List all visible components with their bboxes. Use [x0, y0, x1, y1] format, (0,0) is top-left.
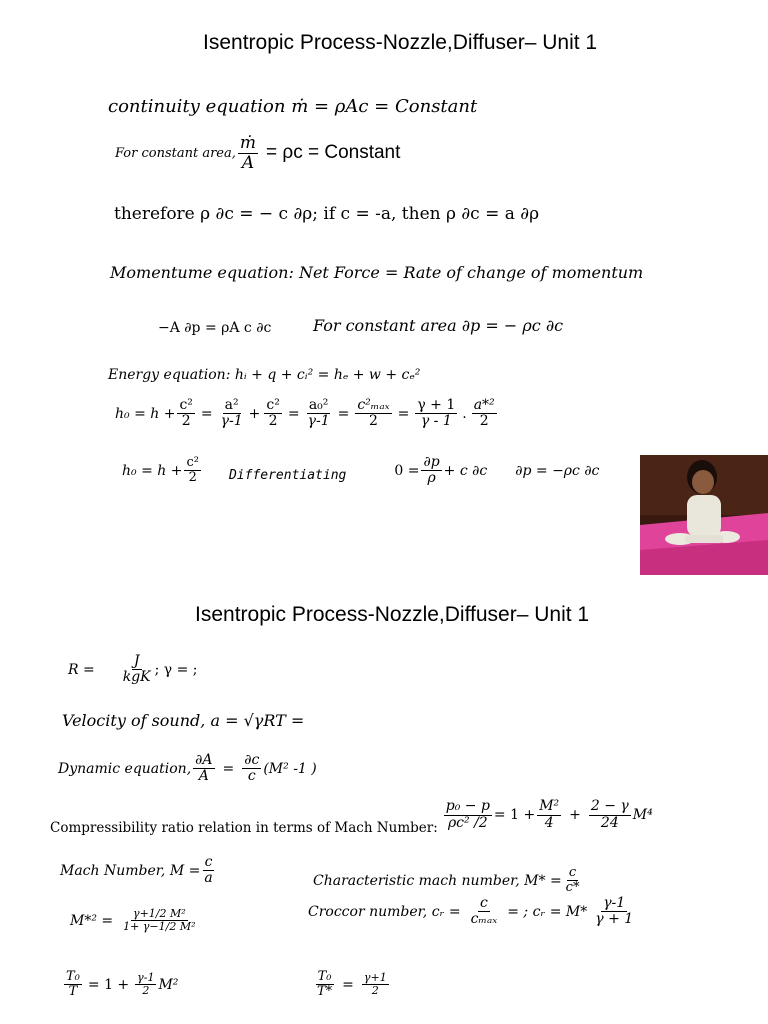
continuity-equation: continuity equation ṁ = ρAc = Constant [108, 96, 478, 117]
dynamic-tail: (M² -1 ) [263, 760, 317, 777]
denominator: γ - 1 [420, 413, 452, 430]
denominator: 2 [479, 413, 489, 430]
denominator: γ-1 [307, 413, 330, 430]
numerator: M² [539, 798, 560, 815]
numerator: a² [224, 397, 239, 413]
compressibility-fraction [444, 799, 492, 831]
stagnation-enthalpy-chain: h₀ = h + $\frac{\text{c²}}{2}$ = $\frac{\text{a²}}{\gamma-1}$ + $\frac{\text{c²}}{2}$ = $\frac{\text{a₀²}}{\gamma-1}$ = $\frac{\text{c²ₘₐₓ}}{2}$ = $\frac{\gamma + 1}{\gamma - 1}$ . $\frac{\text{a*²}}{2}$ [115, 397, 495, 430]
energy-equation: Energy equation: hᵢ + q + cᵢ² = hₑ + w + cₑ² [108, 367, 421, 383]
denominator: 1+ γ−1/2 M² [123, 920, 196, 934]
slide1-title: Isentropic Process-Nozzle,Diffuser– Unit 1 [203, 31, 598, 54]
therefore-equation: therefore ρ ∂c = − c ∂ρ; if c = -a, then ρ ∂c = a ∂ρ [114, 204, 540, 224]
t0-over-t [64, 970, 82, 1000]
numerator: a₀² [308, 397, 329, 413]
cmax2-over-2 [355, 398, 391, 430]
dp-over-rho [421, 455, 441, 487]
c2-over-2b [264, 398, 281, 430]
comp-rhs: = 1 + [493, 807, 536, 823]
t0s-eq: = [342, 976, 354, 993]
denominator: 24 [600, 814, 619, 831]
m2-over-4 [537, 799, 561, 831]
compressibility-row: Compressibility ratio relation in terms of Mach Number: $\frac{\text{p₀ − p}}{\text{ρc² /2}}$ = 1 + $\frac{\text{M²}}{4}$ + $\frac{2 - \gamma}{24}$ M⁴ [50, 798, 653, 836]
c2-over-2 [177, 398, 194, 430]
gm1-over-gp1 [593, 896, 635, 928]
mach-label: Mach Number, M = [60, 862, 201, 879]
c-over-cmax [469, 896, 500, 928]
gp1-over-gm1 [415, 398, 457, 430]
croccor-row [308, 896, 637, 928]
h0-lhs-2: h₀ = h + [122, 462, 183, 479]
denominator: 2 [369, 413, 378, 430]
fraction-numerator: ṁ [239, 133, 257, 153]
numerator: c² [179, 397, 193, 413]
numerator: γ-1 [603, 895, 626, 911]
differentiating-label: Differentiating [228, 468, 347, 484]
fraction-denominator: A [241, 152, 255, 173]
denominator: A [198, 768, 209, 785]
mdot-over-a-fraction [238, 134, 258, 172]
numerator: γ+1/2 M² [133, 907, 186, 920]
denominator: 2 [371, 984, 379, 998]
astar2-over-2 [472, 398, 497, 430]
numerator: c² [266, 397, 280, 413]
constant-area-rhs: = ρc = Constant [266, 142, 401, 164]
c-over-a [202, 855, 214, 887]
characteristic-label: Characteristic mach number, M* = [313, 872, 562, 889]
characteristic-mach-row [313, 866, 583, 896]
denominator: c* [565, 880, 580, 896]
denominator: 2 [142, 984, 150, 998]
numerator: J [133, 653, 140, 669]
child-photo-image [640, 455, 768, 575]
momentum-net-force-eq: −A ∂p = ρA c ∂c [158, 320, 272, 336]
momentum-equation: Momentume equation: Net Force = Rate of change of momentum [110, 263, 644, 282]
t0-rhs: = 1 + [87, 976, 130, 993]
gamma-blank: ; γ = ; [154, 661, 198, 678]
numerator: γ-1 [137, 971, 155, 985]
numerator: ∂p [423, 454, 440, 470]
momentum-constant-area: For constant area ∂p = − ρc ∂c [313, 316, 564, 335]
gp1-over-2 [362, 972, 389, 997]
mstar-fraction [121, 908, 197, 933]
denominator: T [68, 984, 78, 1000]
dynamic-label: Dynamic equation, [58, 760, 192, 777]
plus-c-dc: + c ∂c [443, 462, 488, 479]
denominator: 2 [181, 413, 191, 430]
temperature-ratio-row [62, 970, 178, 1000]
numerator: T₀ [66, 969, 80, 984]
denominator: 2 [188, 470, 197, 486]
compressibility-label: Compressibility ratio relation in terms of Mach Number: [50, 820, 438, 836]
constant-area-label: For constant area, [115, 145, 236, 161]
dc-over-c [242, 753, 261, 785]
denominator: ρ [427, 470, 436, 487]
numerator: γ+1 [363, 971, 387, 985]
c-over-cstar [564, 866, 582, 896]
dynamic-equation-row: Dynamic equation, $\frac{\partial A}{A}$ = $\frac{\partial c}{c}$ (M² -1 ) [58, 752, 317, 785]
numerator: T₀ [317, 969, 332, 984]
numerator: ∂A [195, 752, 213, 768]
denominator: ρc² /2 [447, 814, 488, 831]
denominator: 2 [268, 413, 278, 430]
denominator: cₘₐₓ [470, 911, 498, 928]
numerator: c² [186, 455, 199, 471]
constant-area-equation [115, 134, 400, 172]
2mg-over-24 [589, 799, 631, 831]
h0-differentiating-row [122, 455, 599, 487]
da-over-a [193, 753, 214, 785]
numerator: ∂c [244, 752, 260, 768]
critical-temp-ratio-row [313, 970, 391, 1000]
dp-rhs: ∂p = −ρc ∂c [515, 462, 600, 479]
numerator: p₀ − p [445, 798, 490, 815]
t0-m2: M² [158, 976, 179, 993]
mstar-lhs: M*² = [70, 912, 114, 929]
denominator: T* [317, 984, 333, 1000]
mach-number-row [60, 855, 217, 887]
j-over-kgk [121, 654, 153, 686]
numerator: a*² [473, 397, 495, 413]
a2-over-gm1 [219, 398, 245, 430]
croccor-label: Croccor number, cᵣ = [308, 903, 461, 920]
numerator: 2 − γ [590, 798, 629, 815]
numerator: c²ₘₐₓ [357, 397, 390, 413]
croc-mid: = ; cᵣ = M* [507, 903, 588, 920]
mstar-squared-row [70, 908, 200, 933]
denominator: γ + 1 [595, 911, 634, 928]
t0-over-tstar [315, 970, 334, 1000]
child-photo [640, 455, 768, 575]
numerator: γ + 1 [417, 397, 456, 413]
c2-over-2-small [184, 456, 201, 486]
m4: M⁴ [632, 807, 653, 823]
gm1-over-2 [135, 972, 156, 997]
denominator: γ-1 [220, 413, 243, 430]
numerator: c [568, 865, 577, 880]
denominator: a [204, 870, 213, 887]
velocity-of-sound: Velocity of sound, a = √γRT = [62, 711, 305, 730]
denominator: kgK [122, 669, 151, 686]
denominator: 4 [544, 814, 554, 831]
denominator: c [247, 768, 256, 785]
a02-over-gm1 [306, 398, 332, 430]
h0-lhs: h₀ = h + [115, 405, 176, 422]
numerator: c [204, 854, 213, 870]
slide2-title: Isentropic Process-Nozzle,Diffuser– Unit 1 [195, 603, 590, 626]
gas-constant-row [68, 654, 198, 686]
r-lhs: R = [68, 661, 95, 678]
numerator: c [479, 895, 488, 911]
zero-equals: 0 = [394, 462, 420, 479]
